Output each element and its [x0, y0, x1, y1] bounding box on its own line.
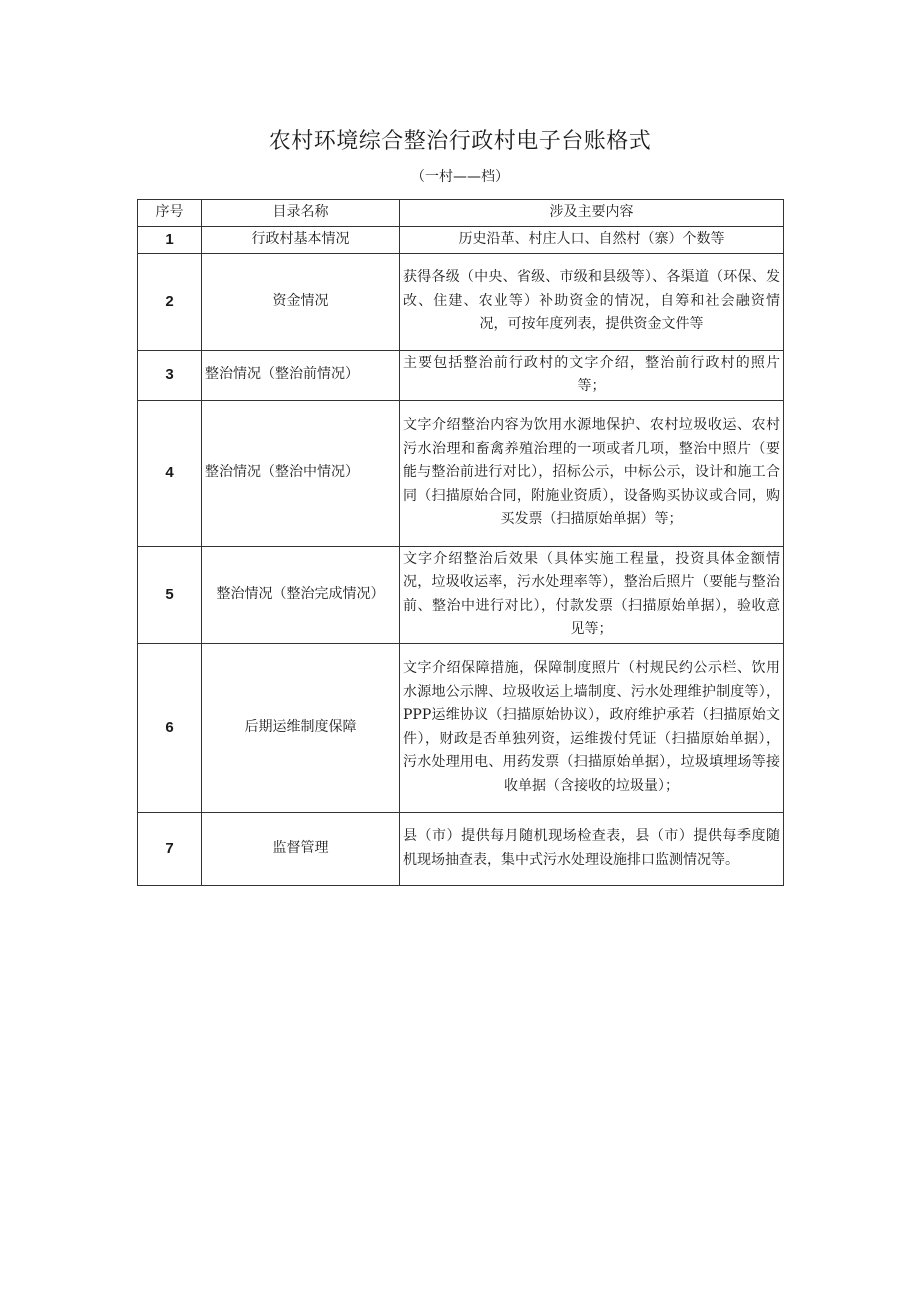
row-name: 整治情况（整治前情况） [202, 350, 400, 400]
row-content: 主要包括整治前行政村的文字介绍，整治前行政村的照片等； [400, 350, 784, 400]
row-content: 历史沿革、村庄人口、自然村（寨）个数等 [400, 226, 784, 253]
table-row [138, 400, 784, 546]
header-content: 涉及主要内容 [400, 200, 784, 227]
row-name: 后期运维制度保障 [202, 643, 400, 812]
row-number: 3 [138, 350, 202, 400]
row-name: 整治情况（整治完成情况） [202, 546, 400, 643]
table-row [138, 350, 784, 400]
row-content: 文字介绍保障措施，保障制度照片（村规民约公示栏、饮用水源地公示牌、垃圾收运上墙制度、污水处理维护制度等），PPP运维协议（扫描原始协议），政府维护承若（扫描原始文件），财政是否单独列资，运维拨付凭证（扫描原始单据），污水处理用电、用药发票（扫描原始单据），垃圾填埋场等接收单据（含接收的垃圾量）； [400, 643, 784, 812]
row-name: 整治情况（整治中情况） [202, 400, 400, 546]
row-content: 获得各级（中央、省级、市级和县级等）、各渠道（环保、发改、住建、农业等）补助资金的情况，自筹和社会融资情况，可按年度列表，提供资金文件等 [400, 253, 784, 350]
row-content: 县（市）提供每月随机现场检查表，县（市）提供每季度随机现场抽查表，集中式污水处理设施排口监测情况等。 [400, 812, 784, 885]
table-row [138, 643, 784, 812]
row-name: 行政村基本情况 [202, 226, 400, 253]
document-subtitle: （一村——档） [411, 169, 509, 185]
table-row [138, 812, 784, 885]
header-no: 序号 [138, 200, 202, 227]
document-title: 农村环境综合整治行政村电子台账格式 [268, 129, 652, 154]
row-number: 4 [138, 400, 202, 546]
row-name: 资金情况 [202, 253, 400, 350]
row-number: 6 [138, 643, 202, 812]
ledger-table [137, 199, 784, 886]
row-name: 监督管理 [202, 812, 400, 885]
row-number: 7 [138, 812, 202, 885]
row-content: 文字介绍整治内容为饮用水源地保护、农村垃圾收运、农村污水治理和畜禽养殖治理的一项或者几项，整治中照片（要能与整治前进行对比），招标公示，中标公示，设计和施工合同（扫描原始合同，附施业资质），设备购买协议或合同，购买发票（扫描原始单据）等； [400, 400, 784, 546]
row-number: 2 [138, 253, 202, 350]
table-row [138, 253, 784, 350]
row-content: 文字介绍整治后效果（具体实施工程量，投资具体金额情况，垃圾收运率，污水处理率等），整治后照片（要能与整治前、整治中进行对比），付款发票（扫描原始单据），验收意见等； [400, 546, 784, 643]
table-header-row [138, 200, 784, 227]
header-name: 目录名称 [202, 200, 400, 227]
table-row [138, 226, 784, 253]
row-number: 5 [138, 546, 202, 643]
row-number: 1 [138, 226, 202, 253]
table-row [138, 546, 784, 643]
